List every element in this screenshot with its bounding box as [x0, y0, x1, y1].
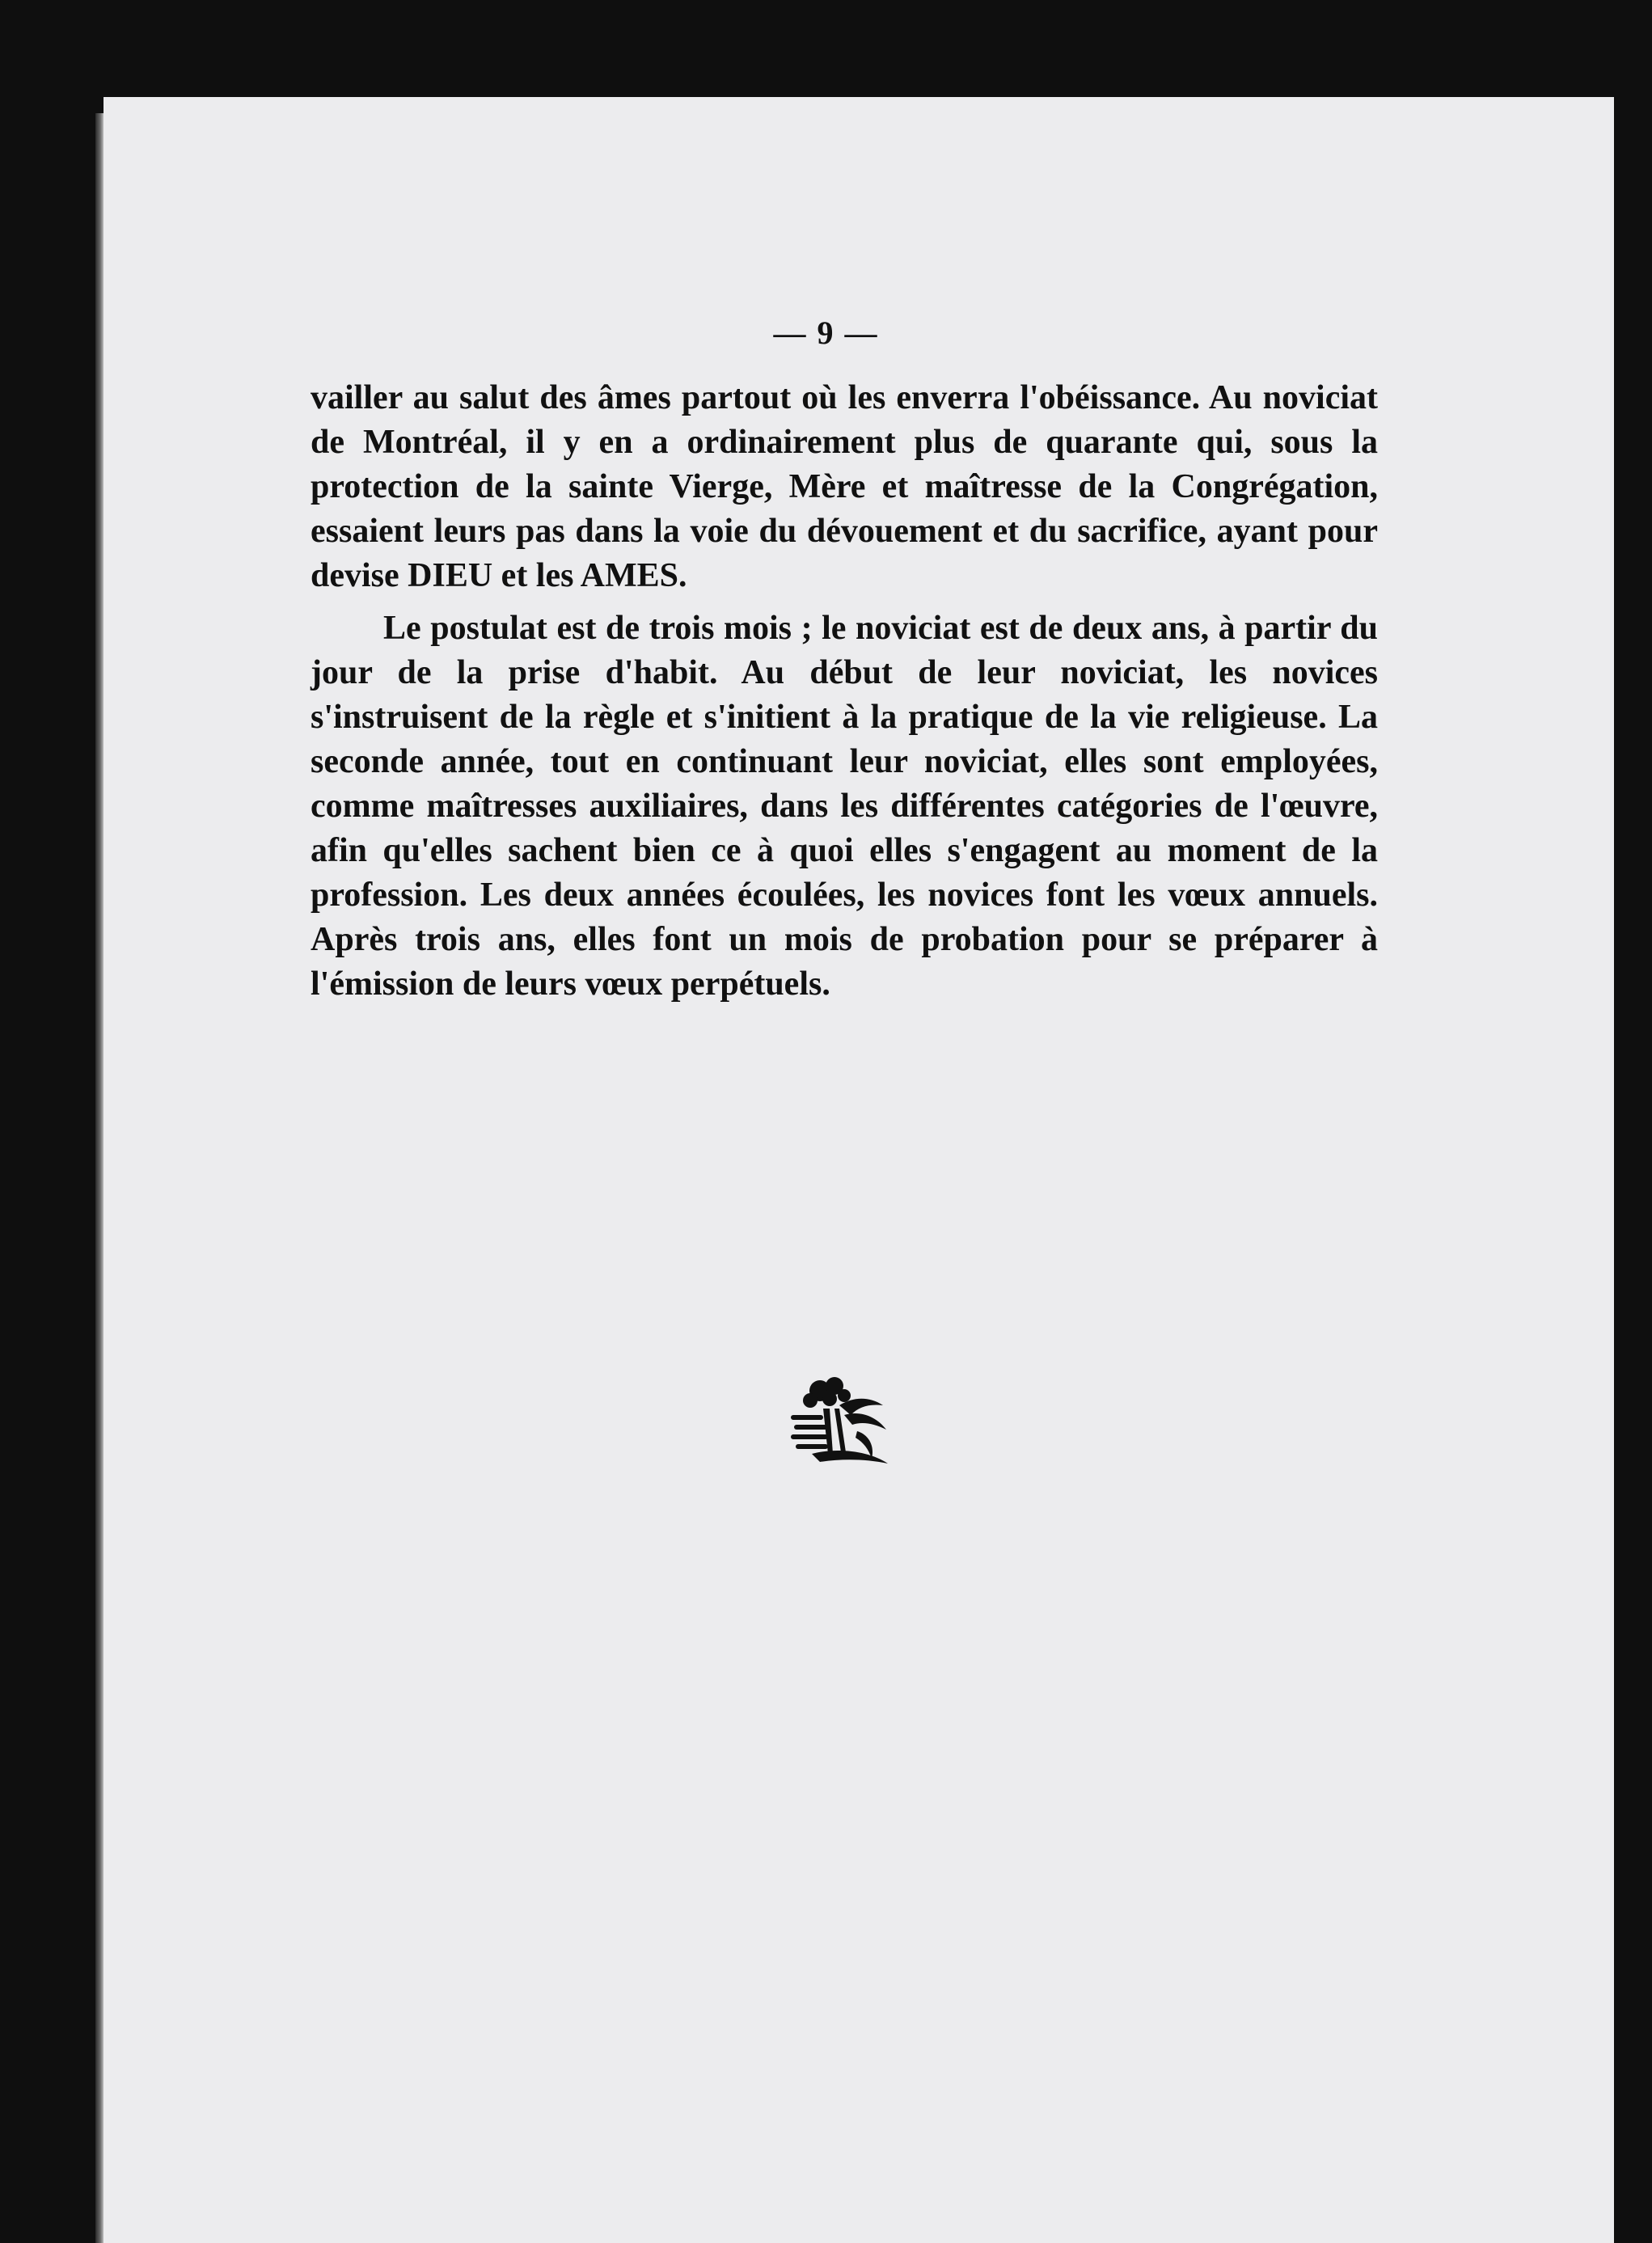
paragraph-1: vailler au salut des âmes partout où les enverra l'obéissance. Au noviciat de Montréal, il y en a ordinairement plus de quarante qui, sous la protection de la sainte Vierge, Mère et maîtresse de la Congrégation, essaient leurs pas dans la voie du dévouement et du sacrifice, ayant pour devise DIEU et les AMES.: [311, 379, 1378, 594]
floral-vignette-icon: [788, 1373, 896, 1468]
page-number: — 9 —: [773, 315, 879, 351]
paragraph-2: Le postulat est de trois mois ; le noviciat est de deux ans, à partir du jour de la prise d'habit. Au début de leur noviciat, les novices s'instruisent de la règle et s'initient à la pratique de la vie religieuse. La seconde année, tout en continuant leur noviciat, elles sont employées, comme maîtresses auxiliaires, dans les différentes catégories de l'œuvre, afin qu'elles sachent bien ce à quoi elles s'engagent au moment de la profession. Les deux années écoulées, les novices font les vœux annuels. Après trois ans, elles font un mois de probation pour se préparer à l'émission de leurs vœux perpétuels.: [311, 610, 1378, 1003]
body-text: [311, 376, 1378, 1007]
book-binding-edge: [95, 113, 104, 2243]
